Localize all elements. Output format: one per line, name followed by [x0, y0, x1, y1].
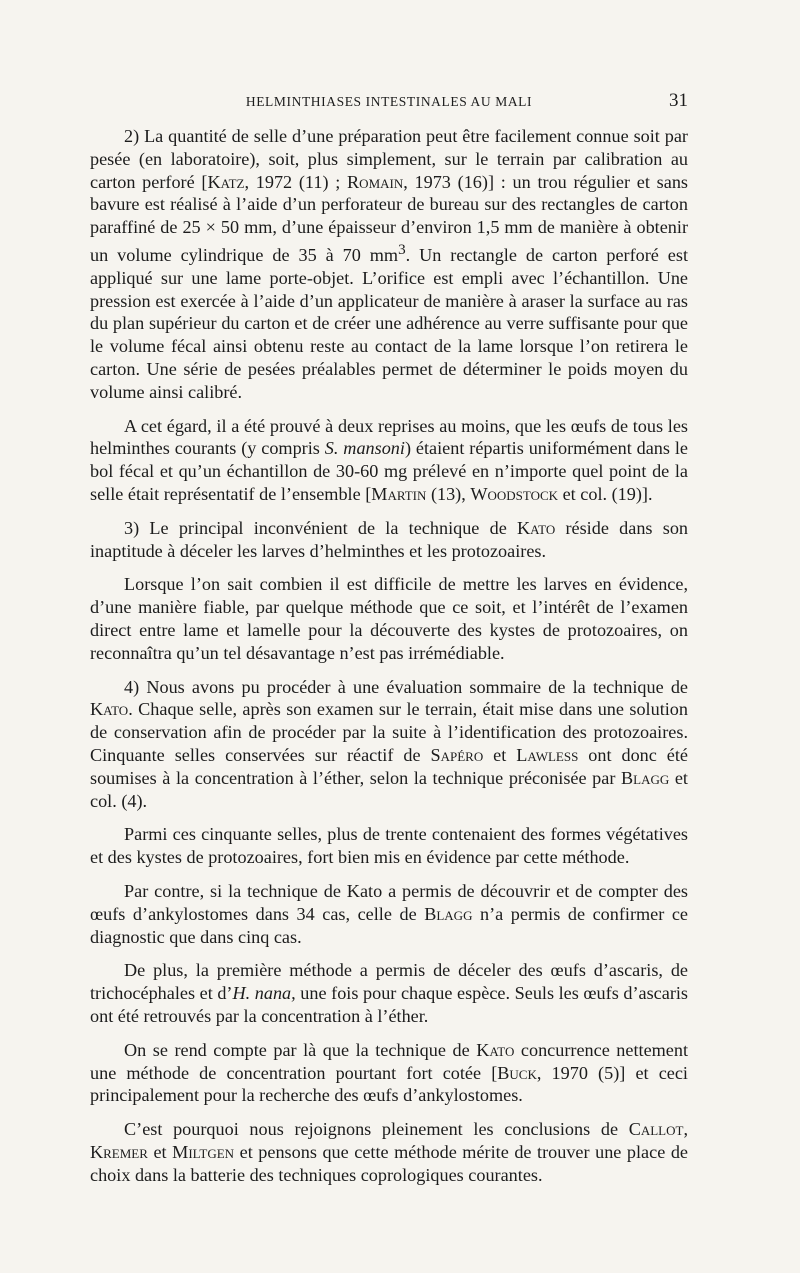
text-run: On se rend compte par là que la technique de — [124, 1039, 477, 1060]
paragraph-10 — [90, 1118, 688, 1186]
paragraph-8 — [90, 959, 688, 1027]
text-run: Par contre, si la technique de Kato a permis de découvrir et de compter des œufs d’ankylostomes dans 34 cas, celle de — [90, 880, 688, 924]
paragraph-1 — [90, 125, 688, 404]
text-run: ) étaient répartis uniformément dans le bol fécal et qu’un échantillon de 30-60 mg prélevé en n’importe quel point de la selle était représentatif de l’ensemble [ — [90, 438, 689, 505]
species-name: H. nana, — [232, 983, 296, 1004]
author-name: Kato — [90, 699, 129, 720]
author-name: Kato — [476, 1039, 515, 1060]
text-run: une fois pour chaque espèce. Seuls les œufs d’ascaris ont été retrouvés par la concentration à l’éther. — [90, 983, 689, 1026]
author-name: Blagg — [424, 903, 473, 924]
author-name: Woodstock — [470, 484, 559, 505]
author-name: Miltgen — [172, 1141, 235, 1162]
species-name: S. mansoni — [324, 438, 405, 459]
author-name: Blagg — [621, 767, 670, 788]
text-run: et — [147, 1141, 173, 1162]
text-run: Parmi ces cinquante selles, plus de trente contenaient des formes végétatives et des kystes de protozoaires, fort bien mis en évidence par cette méthode. — [90, 824, 688, 868]
text-run: 2) La quantité de selle d’une préparation peut être facilement connue soit par pesée (en laboratoire), soit, plus simplement, sur le terrain par calibration au carton perforé [ — [90, 126, 688, 192]
paragraph-5 — [90, 676, 688, 813]
text-run: , 1973 (16)] : un trou régulier et sans bavure est réalisé à l’aide d’un perforateur de bureau sur des rectangles de carton paraffiné de 25 × 50 mm, d’une épaisseur d’environ 1,5 mm de manière à obtenir un volume cylindrique de 35 à 70 mm — [90, 171, 688, 266]
text-run: et col. (19)]. — [558, 484, 653, 505]
author-name: Callot — [628, 1119, 684, 1140]
paragraph-6 — [90, 823, 688, 869]
author-name: Kremer — [90, 1141, 148, 1162]
text-run: (13), — [426, 484, 471, 505]
page-number: 31 — [669, 90, 688, 111]
author-name: Martin — [371, 484, 427, 505]
text-run: 3) Le principal inconvénient de la technique de — [124, 517, 518, 538]
author-name: Buck — [497, 1062, 537, 1083]
author-name: Kato — [517, 517, 556, 538]
author-name: Sapéro — [430, 744, 484, 765]
text-run: , — [683, 1119, 688, 1140]
text-run: et col. (4). — [90, 767, 688, 811]
page-header — [90, 90, 688, 114]
text-run: C’est pourquoi nous rejoignons pleinement les conclusions de — [124, 1119, 629, 1140]
text-run: De plus, la première méthode a permis de déceler des œufs d’ascaris, de trichocéphales et d’ — [90, 960, 688, 1004]
paragraph-3 — [90, 517, 688, 563]
author-name: Lawless — [516, 744, 579, 765]
author-name: Romain — [347, 171, 404, 192]
running-title: HELMINTHIASES INTESTINALES AU MALI — [245, 94, 533, 109]
text-run: ont donc été soumises à la concentration à l’éther, selon la technique préconisée par — [90, 744, 688, 788]
paragraph-7 — [90, 880, 688, 948]
text-run: 4) Nous avons pu procéder à une évaluation sommaire de la technique de — [124, 676, 688, 697]
author-name: Katz — [207, 171, 245, 192]
text-run: . Un rectangle de carton perforé est appliqué sur une lame porte-objet. L’orifice est empli avec l’échantillon. Une pression est exercée à l’aide d’un applicateur de manière à araser la surface au ras du plan supérieur du carton et de créer une adhérence au verre suffisante pour que le volume fécal ainsi obtenu reste au contact de la lame lorsque l’on retirera le carton. Une série de pesées préalables permet de déterminer le poids moyen du volume ainsi calibré. — [90, 245, 689, 402]
paragraph-2 — [90, 415, 688, 506]
text-run: concurrence nettement une méthode de concentration pourtant fort cotée [ — [90, 1039, 689, 1083]
text-run: réside dans son inaptitude à déceler les larves d’helminthes et les protozoaires. — [90, 517, 689, 561]
text-run: et — [483, 744, 517, 765]
paragraph-9 — [90, 1039, 688, 1107]
text-run: n’a permis de confirmer ce diagnostic que dans cinq cas. — [90, 903, 688, 947]
text-run: . Chaque selle, après son examen sur le terrain, était mise dans une solution de conservation afin de procéder par la suite à l’identification des protozoaires. Cinquante selles conservées sur réactif de — [90, 699, 688, 765]
text-run: , 1970 (5)] et ceci principalement pour la recherche des œufs d’ankylostomes. — [90, 1062, 688, 1106]
paragraph-4 — [90, 573, 688, 664]
text-run: A cet égard, il a été prouvé à deux reprises au moins, que les œufs de tous les helminthes courants (y compris — [90, 415, 688, 459]
text-run: Lorsque l’on sait combien il est difficile de mettre les larves en évidence, d’une manière fiable, par quelque méthode que ce soit, et l’intérêt de l’examen direct entre lame et lamelle pour la découverte des kystes de protozoaires, on reconnaîtra qu’un tel désavantage n’est pas irrémédiable. — [90, 574, 688, 663]
text-run: , 1972 (11) ; — [244, 171, 348, 192]
text-run: et pensons que cette méthode mérite de trouver une place de choix dans la batterie des techniques coprologiques courantes. — [90, 1141, 688, 1185]
body-text — [90, 125, 688, 1198]
superscript: 3 — [398, 240, 406, 258]
